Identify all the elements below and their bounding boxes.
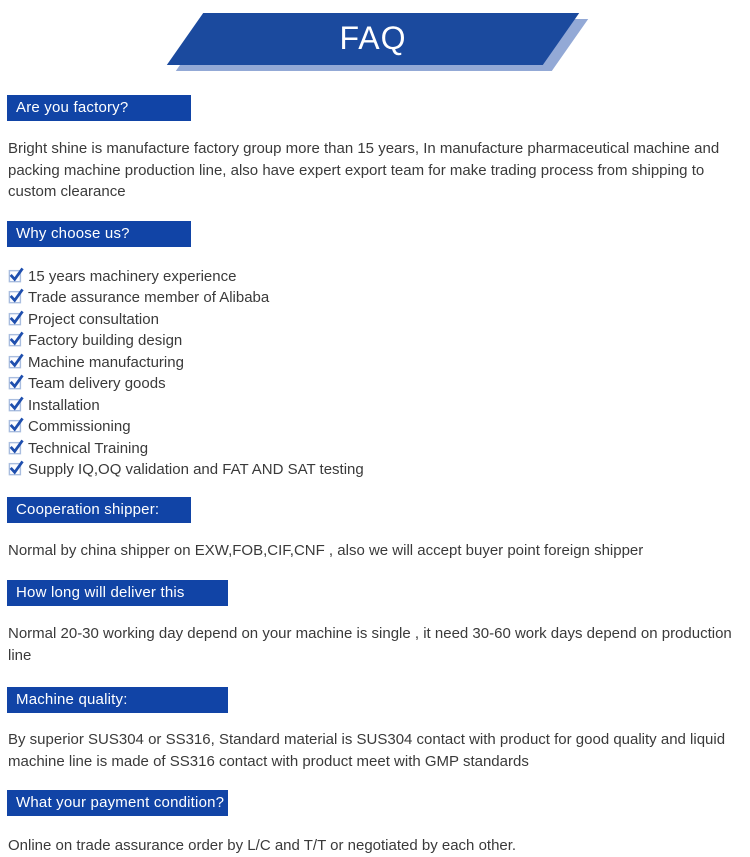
checked-checkbox-icon xyxy=(8,397,24,412)
section-header-payment-condition: What your payment condition? xyxy=(7,790,228,816)
section-header-delivery-time: How long will deliver this goods? xyxy=(7,580,228,606)
checklist-item xyxy=(8,438,750,460)
faq-title: FAQ xyxy=(339,20,407,56)
checked-checkbox-icon xyxy=(8,418,24,433)
section-body-payment-condition: Online on trade assurance order by L/C and T/T or negotiated by each other. xyxy=(8,837,517,854)
checklist-item-label: Factory building design xyxy=(28,332,183,349)
section-header-are-you-factory: Are you factory? xyxy=(7,95,191,121)
checked-checkbox-icon xyxy=(8,461,24,476)
checklist-item-label: Team delivery goods xyxy=(28,375,166,392)
checked-checkbox-icon xyxy=(8,311,24,326)
checklist-item xyxy=(8,266,750,288)
section-header-machine-quality: Machine quality: xyxy=(7,687,228,713)
checklist-item xyxy=(8,352,750,374)
checklist-item-label: 15 years machinery experience xyxy=(28,267,237,285)
checklist-item-label: Commissioning xyxy=(28,418,131,435)
checklist-item xyxy=(8,459,750,481)
checklist-item xyxy=(8,395,750,417)
checked-checkbox-icon xyxy=(8,440,24,455)
checklist-item-label: Trade assurance member of Alibaba xyxy=(28,289,270,306)
checked-checkbox-icon xyxy=(8,375,24,390)
section-body-delivery-time: Normal 20-30 working day depend on your machine is single , it need 30-60 work days depend on production line xyxy=(8,625,732,664)
checklist-item xyxy=(8,373,750,395)
checklist-item-label: Installation xyxy=(28,396,100,414)
checklist-item-label: Project consultation xyxy=(28,310,159,328)
checked-checkbox-icon xyxy=(8,332,24,347)
checklist-item xyxy=(8,309,750,331)
checklist-item-label: Machine manufacturing xyxy=(28,353,184,371)
checked-checkbox-icon xyxy=(8,268,24,283)
section-body-are-you-factory: Bright shine is manufacture factory group more than 15 years, In manufacture pharmaceutical machine and packing machine production line, also have expert export team for make trading process from shipping to custom clearance xyxy=(8,140,720,200)
section-body-machine-quality: By superior SUS304 or SS316, Standard material is SUS304 contact with product for good quality and liquid machine line is made of SS316 contact with product meet with GMP standards xyxy=(8,731,726,770)
faq-banner-area xyxy=(0,0,750,80)
why-choose-us-checklist xyxy=(8,266,750,481)
checklist-item xyxy=(8,330,750,352)
checked-checkbox-icon xyxy=(8,289,24,304)
section-header-why-choose-us: Why choose us? xyxy=(7,221,191,247)
checklist-item xyxy=(8,287,750,309)
section-body-cooperation-shipper: Normal by china shipper on EXW,FOB,CIF,CNF , also we will accept buyer point foreign shipper xyxy=(8,541,644,559)
checklist-item-label: Supply IQ,OQ validation and FAT AND SAT testing xyxy=(28,461,364,478)
faq-ribbon xyxy=(185,13,561,65)
checklist-item xyxy=(8,416,750,438)
section-header-cooperation-shipper: Cooperation shipper: xyxy=(7,497,191,523)
checklist-item-label: Technical Training xyxy=(28,439,149,457)
checked-checkbox-icon xyxy=(8,354,24,369)
